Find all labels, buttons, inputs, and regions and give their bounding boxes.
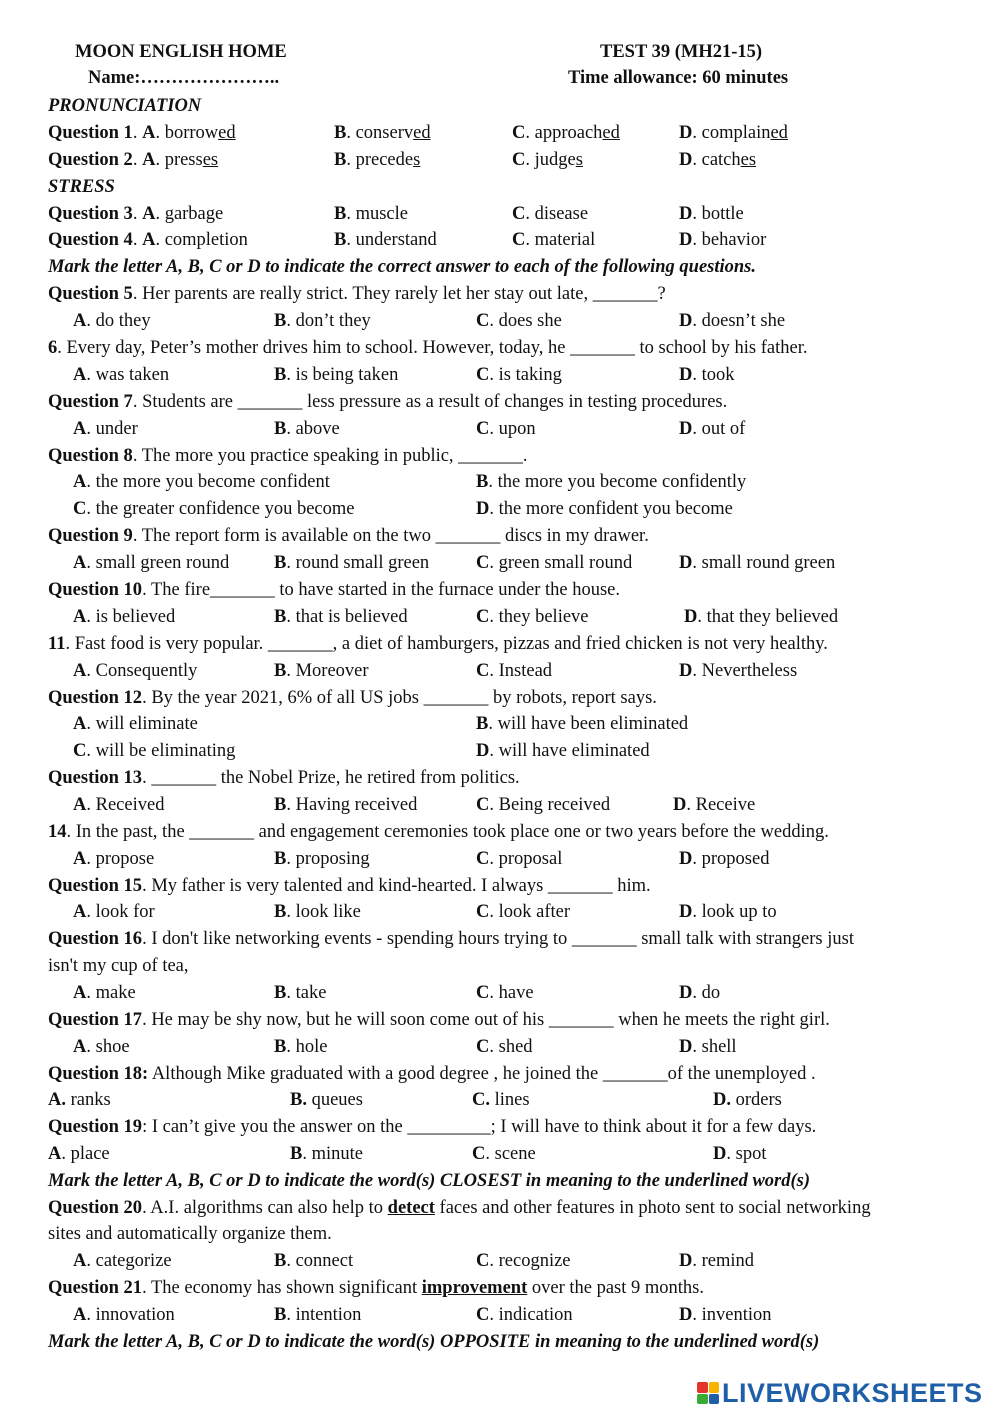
question-16: Question 16. I don't like networking events - spending hours trying to _______ small talk with strangers just bbox=[48, 929, 854, 949]
question-5: Question 5. Her parents are really strict. They rarely let her stay out late, _______? bbox=[48, 284, 666, 304]
section-stress: STRESS bbox=[48, 177, 115, 197]
question-10: Question 10. The fire_______ to have started in the furnace under the house. bbox=[48, 580, 620, 600]
question-12: Question 12. By the year 2021, 6% of all US jobs _______ by robots, report says. bbox=[48, 688, 657, 708]
question-7: Question 7. Students are _______ less pressure as a result of changes in testing procedures. bbox=[48, 392, 728, 412]
question-2: Question 2. A. presses B. precedes C. judges D. catches bbox=[48, 150, 757, 170]
underlined-word-improvement: improvement bbox=[421, 1278, 528, 1298]
question-19: Question 19: I can’t give you the answer on the _________; I will have to think about it for a few days. bbox=[48, 1117, 817, 1137]
test-title: TEST 39 (MH21-15) bbox=[600, 42, 763, 62]
question-13: Question 13. _______ the Nobel Prize, he retired from politics. bbox=[48, 768, 520, 788]
question-18: Question 18: Although Mike graduated with a good degree , he joined the _______of the unemployed . bbox=[48, 1064, 816, 1084]
liveworksheets-logo-icon bbox=[697, 1382, 719, 1404]
instruction-closest-meaning: Mark the letter A, B, C or D to indicate the word(s) CLOSEST in meaning to the underlined word(s) bbox=[48, 1171, 811, 1191]
question-9: Question 9. The report form is available on the two _______ discs in my drawer. bbox=[48, 526, 649, 546]
question-11: 11. Fast food is very popular. _______, a diet of hamburgers, pizzas and fried chicken is not very healthy. bbox=[48, 634, 828, 654]
question-17: Question 17. He may be shy now, but he will soon come out of his _______ when he meets the right girl. bbox=[48, 1010, 830, 1030]
question-15: Question 15. My father is very talented and kind-hearted. I always _______ him. bbox=[48, 876, 651, 896]
question-20: Question 20. A.I. algorithms can also help to detect faces and other features in photo sent to social networking bbox=[48, 1198, 871, 1218]
section-pronunciation: PRONUNCIATION bbox=[48, 96, 202, 116]
question-4: Question 4. A. completion B. understand C. material D. behavior bbox=[48, 230, 767, 250]
question-20-line2: sites and automatically organize them. bbox=[48, 1224, 332, 1244]
school-name: MOON ENGLISH HOME bbox=[75, 42, 287, 62]
time-allowance: Time allowance: 60 minutes bbox=[568, 68, 789, 88]
question-1: Question 1. A. borrowed B. conserved C. approached D. complained bbox=[48, 123, 788, 143]
question-6: 6. Every day, Peter’s mother drives him to school. However, today, he _______ to school by his father. bbox=[48, 338, 808, 358]
underlined-word-detect: detect bbox=[387, 1198, 435, 1218]
question-14: 14. In the past, the _______ and engagement ceremonies took place one or two years before the wedding. bbox=[48, 822, 829, 842]
question-21: Question 21. The economy has shown significant improvement over the past 9 months. bbox=[48, 1278, 705, 1298]
question-8: Question 8. The more you practice speaking in public, _______. bbox=[48, 446, 528, 466]
question-16-line2: isn't my cup of tea, bbox=[48, 956, 189, 976]
instruction-correct-answer: Mark the letter A, B, C or D to indicate the correct answer to each of the following questions. bbox=[48, 257, 756, 277]
liveworksheets-logo[interactable] bbox=[697, 1378, 983, 1408]
name-label: Name:………………….. bbox=[88, 68, 280, 88]
instruction-opposite-meaning: Mark the letter A, B, C or D to indicate the word(s) OPPOSITE in meaning to the underlined word(s) bbox=[48, 1332, 820, 1352]
liveworksheets-logo-text: LIVEWORKSHEETS bbox=[722, 1377, 983, 1408]
question-3: Question 3. A. garbage B. muscle C. disease D. bottle bbox=[48, 204, 744, 224]
